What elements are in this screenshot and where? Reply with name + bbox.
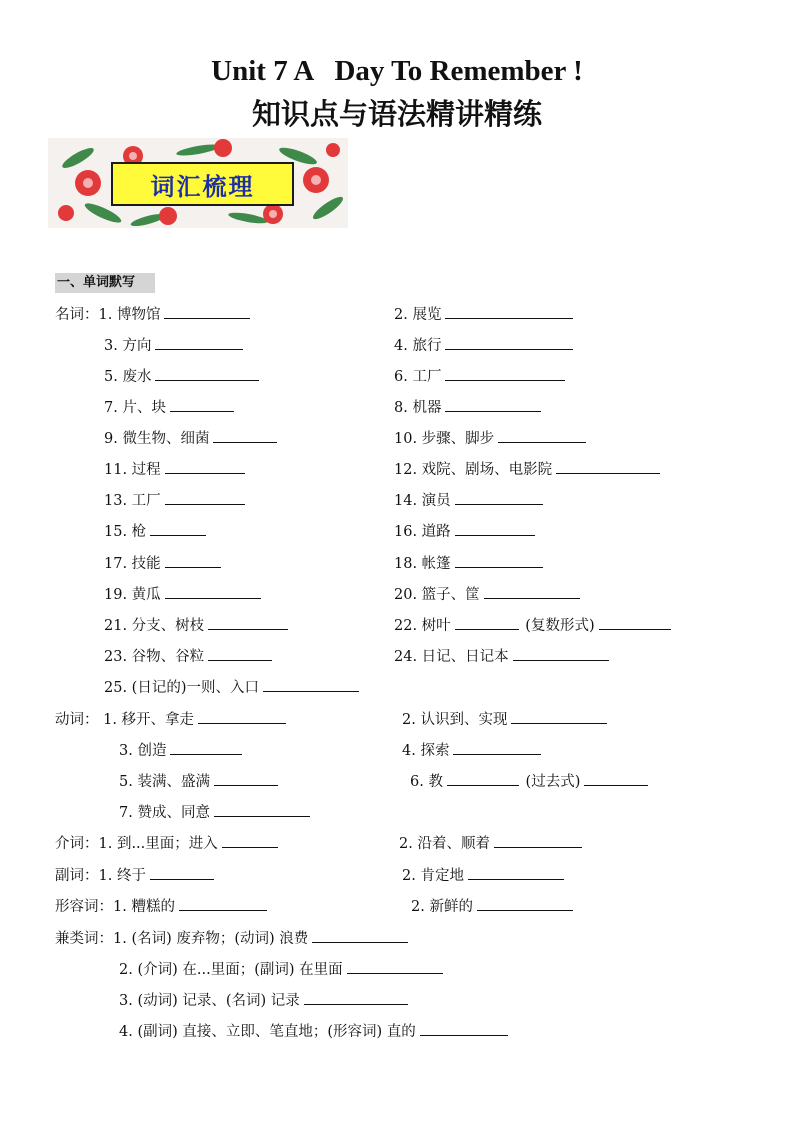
vocab-item	[394, 334, 573, 354]
vocab-prompt: 19. 黄瓜	[104, 587, 161, 603]
vocab-item	[55, 832, 278, 852]
vocab-prompt: 3. 创造	[119, 743, 167, 759]
answer-blank[interactable]	[447, 770, 519, 786]
answer-blank[interactable]	[513, 645, 609, 661]
answer-blank[interactable]	[445, 303, 573, 319]
answer-blank[interactable]	[445, 365, 565, 381]
vocab-item	[104, 334, 243, 354]
answer-blank[interactable]	[198, 708, 286, 724]
answer-blank[interactable]	[179, 895, 267, 911]
vocab-item	[104, 458, 245, 478]
vocab-item	[119, 770, 278, 790]
answer-blank[interactable]	[165, 583, 261, 599]
answer-blank[interactable]	[494, 832, 582, 848]
vocab-prompt: 24. 日记、日记本	[394, 649, 509, 665]
vocab-item	[104, 552, 221, 572]
vocab-prompt: 6. 教	[410, 774, 443, 790]
vocab-prompt: 14. 演员	[394, 493, 451, 509]
vocab-prompt: 10. 步骤、脚步	[394, 431, 495, 447]
vocab-prompt: 动词： 1. 移开、拿走	[55, 712, 195, 728]
vocab-prompt: 25. (日记的)一则、入口	[104, 680, 259, 696]
answer-blank[interactable]	[213, 427, 277, 443]
vocab-item	[104, 520, 206, 540]
answer-blank[interactable]	[170, 396, 234, 412]
vocab-item	[104, 645, 272, 665]
vocab-prompt: 6. 工厂	[394, 369, 442, 385]
answer-blank[interactable]	[511, 708, 607, 724]
answer-blank[interactable]	[468, 864, 564, 880]
vocab-prompt: 21. 分支、树枝	[104, 618, 205, 634]
vocab-prompt: 3. 方向	[104, 338, 152, 354]
answer-blank[interactable]	[453, 739, 541, 755]
vocab-item	[104, 427, 277, 447]
vocab-item	[402, 739, 541, 759]
vocab-prompt: 2. 肯定地	[402, 868, 464, 884]
vocab-prompt: 2. (介词) 在...里面；(副词) 在里面	[119, 962, 343, 978]
vocab-item	[394, 645, 609, 665]
vocab-prompt: 9. 微生物、细菌	[104, 431, 210, 447]
vocab-item	[394, 458, 660, 478]
answer-blank[interactable]	[155, 334, 243, 350]
vocab-item	[104, 396, 234, 416]
vocab-item	[399, 832, 582, 852]
vocab-prompt: 7. 赞成、同意	[119, 805, 210, 821]
vocab-prompt: 16. 道路	[394, 524, 451, 540]
answer-blank[interactable]	[455, 552, 543, 568]
vocab-note: (过去式)	[520, 774, 581, 790]
vocab-note: (复数形式)	[520, 618, 595, 634]
answer-blank[interactable]	[170, 739, 242, 755]
answer-blank[interactable]	[155, 365, 259, 381]
vocab-item	[119, 958, 443, 978]
answer-blank[interactable]	[165, 458, 245, 474]
answer-blank[interactable]	[165, 489, 245, 505]
answer-blank[interactable]	[150, 864, 214, 880]
vocab-item	[104, 489, 245, 509]
vocab-prompt: 11. 过程	[104, 462, 161, 478]
answer-blank[interactable]	[164, 303, 250, 319]
vocab-prompt: 形容词：1. 糟糕的	[55, 899, 175, 915]
vocab-item	[119, 739, 242, 759]
vocab-item	[55, 927, 408, 947]
vocab-prompt: 22. 树叶	[394, 618, 451, 634]
vocab-item	[402, 864, 564, 884]
vocab-item	[55, 895, 267, 915]
vocab-prompt: 12. 戏院、剧场、电影院	[394, 462, 553, 478]
vocab-item	[55, 708, 286, 728]
vocab-item	[394, 427, 586, 447]
answer-blank[interactable]	[214, 770, 278, 786]
vocab-prompt: 2. 认识到、实现	[402, 712, 508, 728]
vocab-prompt: 3. (动词) 记录、(名词) 记录	[119, 993, 300, 1009]
answer-blank[interactable]	[150, 520, 206, 536]
answer-blank[interactable]	[347, 958, 443, 974]
vocab-item	[394, 489, 543, 509]
vocab-prompt: 5. 废水	[104, 369, 152, 385]
vocab-item	[411, 895, 573, 915]
vocab-item	[119, 989, 408, 1009]
section-title: 一、单词默写	[55, 273, 155, 293]
title-chinese: 知识点与语法精讲精练	[251, 97, 542, 131]
answer-blank[interactable]	[445, 334, 573, 350]
vocab-item	[394, 583, 580, 603]
answer-blank[interactable]	[165, 552, 221, 568]
vocab-prompt: 2. 沿着、顺着	[399, 836, 490, 852]
vocab-item	[119, 801, 310, 821]
vocab-item	[119, 1020, 508, 1040]
vocab-prompt: 7. 片、块	[104, 400, 166, 416]
vocab-prompt: 13. 工厂	[104, 493, 161, 509]
answer-blank[interactable]	[498, 427, 586, 443]
vocab-item	[394, 396, 541, 416]
answer-blank[interactable]	[420, 1020, 508, 1036]
vocab-item	[410, 770, 648, 790]
vocab-prompt: 17. 技能	[104, 556, 161, 572]
answer-blank[interactable]	[584, 770, 648, 786]
vocab-item	[394, 303, 573, 323]
vocab-item	[104, 583, 261, 603]
answer-blank[interactable]	[477, 895, 573, 911]
answer-blank[interactable]	[312, 927, 408, 943]
answer-blank[interactable]	[556, 458, 660, 474]
vocab-prompt: 15. 枪	[104, 524, 147, 540]
vocabulary-banner	[48, 138, 348, 228]
vocab-prompt: 4. 探索	[402, 743, 450, 759]
answer-blank[interactable]	[599, 614, 671, 630]
vocab-item	[394, 552, 543, 572]
answer-blank[interactable]	[263, 676, 359, 692]
vocab-prompt: 介词：1. 到...里面；进入	[55, 836, 218, 852]
answer-blank[interactable]	[222, 832, 278, 848]
vocab-prompt: 4. 旅行	[394, 338, 442, 354]
vocab-item	[104, 365, 259, 385]
vocab-item	[104, 676, 359, 696]
answer-blank[interactable]	[455, 520, 535, 536]
vocab-prompt: 18. 帐篷	[394, 556, 451, 572]
answer-blank[interactable]	[208, 614, 288, 630]
answer-blank[interactable]	[445, 396, 541, 412]
vocab-item	[394, 520, 535, 540]
vocab-prompt: 2. 新鲜的	[411, 899, 473, 915]
title-english: Unit 7 A Day To Remember !	[211, 55, 583, 87]
vocab-prompt: 2. 展览	[394, 307, 442, 323]
vocab-prompt: 8. 机器	[394, 400, 442, 416]
vocab-prompt: 名词：1. 博物馆	[55, 307, 161, 323]
vocab-item	[394, 614, 671, 634]
answer-blank[interactable]	[455, 489, 543, 505]
vocab-prompt: 20. 篮子、筐	[394, 587, 480, 603]
answer-blank[interactable]	[484, 583, 580, 599]
answer-blank[interactable]	[455, 614, 519, 630]
vocab-prompt: 4. (副词) 直接、立即、笔直地；(形容词) 直的	[119, 1024, 416, 1040]
answer-blank[interactable]	[304, 989, 408, 1005]
vocab-item	[402, 708, 607, 728]
vocab-prompt: 兼类词：1. (名词) 废弃物；(动词) 浪费	[55, 931, 309, 947]
vocab-prompt: 5. 装满、盛满	[119, 774, 210, 790]
banner-title: 词汇梳理	[111, 162, 294, 206]
answer-blank[interactable]	[214, 801, 310, 817]
vocab-prompt: 23. 谷物、谷粒	[104, 649, 205, 665]
vocab-item	[394, 365, 565, 385]
answer-blank[interactable]	[208, 645, 272, 661]
vocab-item	[104, 614, 288, 634]
vocab-item	[55, 864, 214, 884]
vocab-prompt: 副词：1. 终于	[55, 868, 146, 884]
vocab-item	[55, 303, 250, 323]
